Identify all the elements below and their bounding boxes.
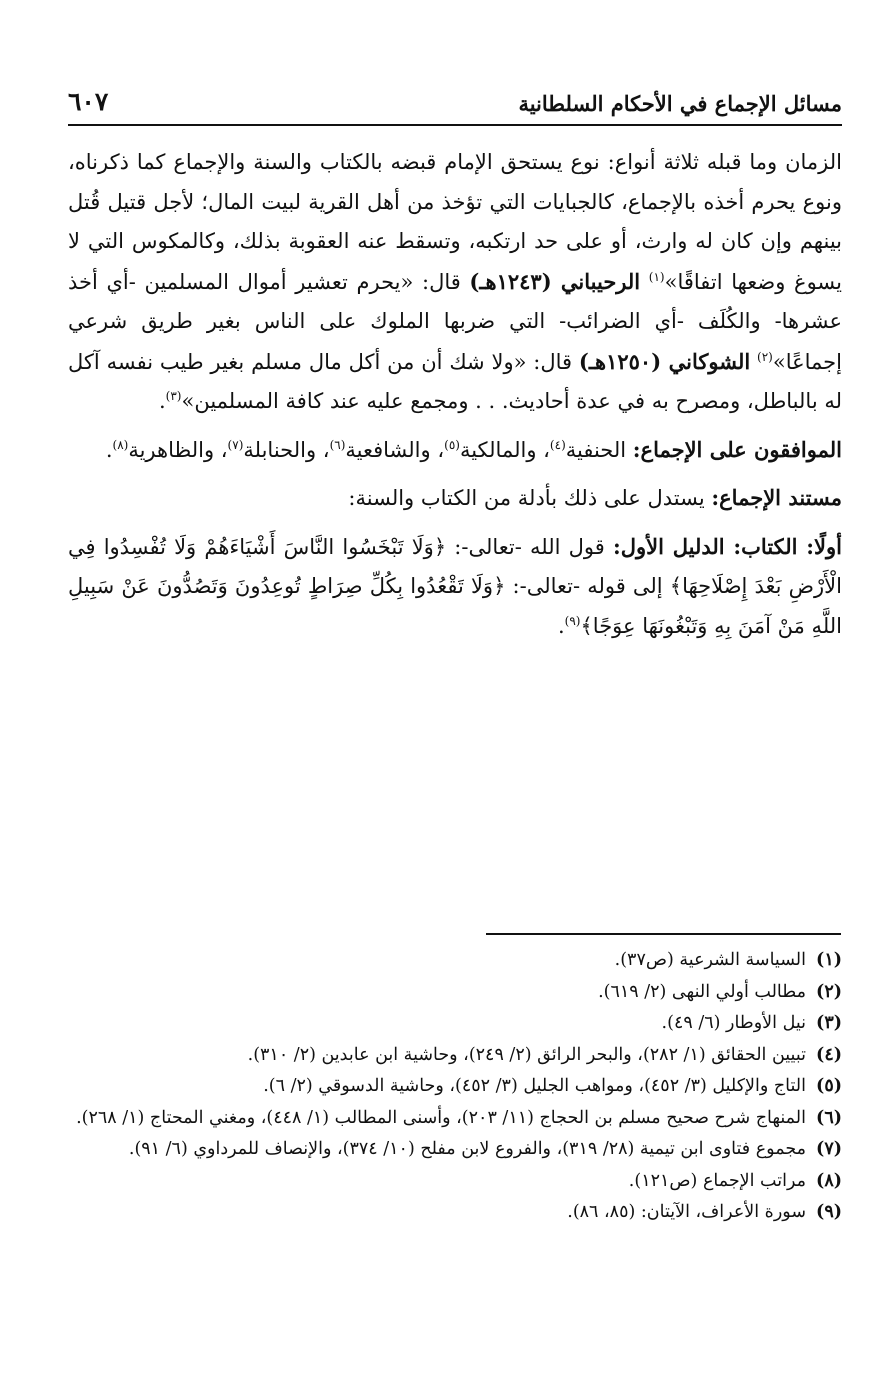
- footnote-ref: (٢): [757, 349, 773, 364]
- school-name: ، والشافعية: [345, 437, 445, 462]
- paragraph-continuation: [68, 143, 842, 422]
- evidence-label: الدليل الأول:: [612, 533, 734, 559]
- school-name: ، والمالكية: [459, 437, 550, 462]
- footnotes: [68, 945, 842, 1229]
- running-title: مسائل الإجماع في الأحكام السلطانية: [518, 91, 842, 116]
- footnote-ref: (٤): [549, 437, 566, 452]
- main-text: [68, 143, 842, 646]
- scholar-name: الشوكاني (١٢٥٠هـ): [578, 348, 751, 374]
- footnote-ref: (٩): [564, 613, 581, 628]
- footnote-number: (٥): [816, 1076, 842, 1096]
- footnote-number: (٩): [816, 1202, 842, 1222]
- paragraph-basis: [68, 478, 842, 519]
- footnote-text: مطالب أولي النهى (٢/ ٦١٩).: [598, 981, 806, 1002]
- paragraph-evidence: [68, 527, 842, 647]
- footnote-text: التاج والإكليل (٣/ ٤٥٢)، ومواهب الجليل (٣/ ٤٥٢)، وحاشية الدسوقي (٢/ ٦).: [263, 1076, 806, 1096]
- quote-text: قال: «ولا شك أن من أكل مال مسلم بغير طيب نفسه آكل له بالباطل، ومصرح به في عدة أحاديث. . . ومجمع عليه عند كافة المسلمين»: [68, 349, 842, 413]
- footnote-ref: (٦): [329, 437, 346, 452]
- footnote-ref: (٣): [165, 389, 182, 403]
- footnote-item: [68, 1166, 842, 1198]
- footnote-ref: (١): [648, 269, 665, 284]
- period: .: [557, 613, 565, 638]
- footnote-item: [68, 1040, 842, 1072]
- footnote-item: [68, 1134, 842, 1166]
- footnote-item: [68, 977, 842, 1009]
- period: .: [105, 437, 113, 462]
- section-label: الموافقون على الإجماع:: [632, 436, 842, 462]
- footnote-item: [68, 1008, 842, 1040]
- school-name: ، والظاهرية: [128, 437, 228, 462]
- footnote-number: (٣): [816, 1013, 842, 1033]
- footnote-item: [68, 1071, 842, 1103]
- footnote-separator: [486, 933, 841, 935]
- footnote-text: مراتب الإجماع (ص١٢١).: [628, 1170, 806, 1191]
- page-number: ٦٠٧: [68, 87, 109, 116]
- period: .: [158, 389, 166, 413]
- footnote-item: [68, 945, 842, 977]
- footnote-number: (١): [816, 950, 842, 970]
- page-header: [68, 80, 842, 126]
- footnote-number: (٦): [816, 1107, 842, 1128]
- quote-text: الزمان وما قبله ثلاثة أنواع: نوع يستحق الإمام قبضه بالكتاب والسنة والإجماع كما ذكرناه، ونوع يحرم أخذه بالإجماع، كالجبايات التي تؤخذ من أهل القرية لبيت المال؛ لأجل قتيل قُتل بينهم وإن كان له وارث، أو على حد ارتكبه، وتسقط عنه العقوبة بذلك، وكالمكوس التي لا يسوغ وضعها اتفاقًا»: [68, 150, 842, 294]
- footnote-text: المنهاج شرح صحيح مسلم بن الحجاج (١١/ ٢٠٣)، وأسنى المطالب (١/ ٤٤٨)، ومغني المحتاج (١/ ٢٦٨).: [76, 1107, 806, 1128]
- footnote-ref: (٨): [112, 437, 129, 452]
- quote-text: قال: «يحرم تعشير أموال المسلمين -أي أخذ عشرها- والكُلَف -أي الضرائب- التي ضربها الملوك على الناس بغير طريق شرعي إجماعًا»: [68, 269, 842, 374]
- paragraph-text: يستدل على ذلك بأدلة من الكتاب والسنة:: [348, 486, 712, 510]
- footnote-number: (٢): [816, 981, 842, 1002]
- footnote-item: [68, 1197, 842, 1229]
- footnote-text: تبيين الحقائق (١/ ٢٨٢)، والبحر الرائق (٢/ ٢٤٩)، وحاشية ابن عابدين (٢/ ٣١٠).: [247, 1044, 806, 1065]
- scholar-name: الرحيباني (١٢٤٣هـ): [469, 268, 641, 294]
- school-name: الحنفية: [565, 437, 633, 462]
- paragraph-agreers: [68, 430, 842, 471]
- footnote-item: [68, 1103, 842, 1135]
- footnote-text: السياسة الشرعية (ص٣٧).: [614, 950, 806, 970]
- verse-text: قول الله -تعالى-: ﴿وَلَا تَبْخَسُوا النَّاسَ أَشْيَاءَهُمْ وَلَا تُفْسِدُوا فِي الْأَرْضِ بَعْدَ إِصْلَاحِهَا﴾ إلى قوله -تعالى-: ﴿وَلَا تَقْعُدُوا بِكُلِّ صِرَاطٍ تُوعِدُونَ وَتَصُدُّونَ عَنْ سَبِيلِ اللَّهِ مَنْ آمَنَ بِهِ وَتَبْغُونَهَا عِوَجًا﴾: [68, 534, 842, 638]
- footnote-ref: (٧): [227, 437, 244, 452]
- footnote-text: مجموع فتاوى ابن تيمية (٢٨/ ٣١٩)، والفروع لابن مفلح (١٠/ ٣٧٤)، والإنصاف للمرداوي (٦/ ٩١).: [128, 1139, 806, 1159]
- footnote-ref: (٥): [444, 437, 460, 452]
- section-label: أولًا: الكتاب:: [733, 533, 842, 559]
- section-label: مستند الإجماع:: [711, 485, 842, 510]
- footnote-number: (٨): [816, 1170, 842, 1191]
- footnote-text: سورة الأعراف، الآيتان: (٨٥، ٨٦).: [567, 1202, 806, 1222]
- footnote-number: (٤): [816, 1044, 842, 1065]
- footnote-number: (٧): [816, 1139, 842, 1159]
- school-name: ، والحنابلة: [243, 437, 330, 462]
- footnote-text: نيل الأوطار (٦/ ٤٩).: [661, 1013, 806, 1033]
